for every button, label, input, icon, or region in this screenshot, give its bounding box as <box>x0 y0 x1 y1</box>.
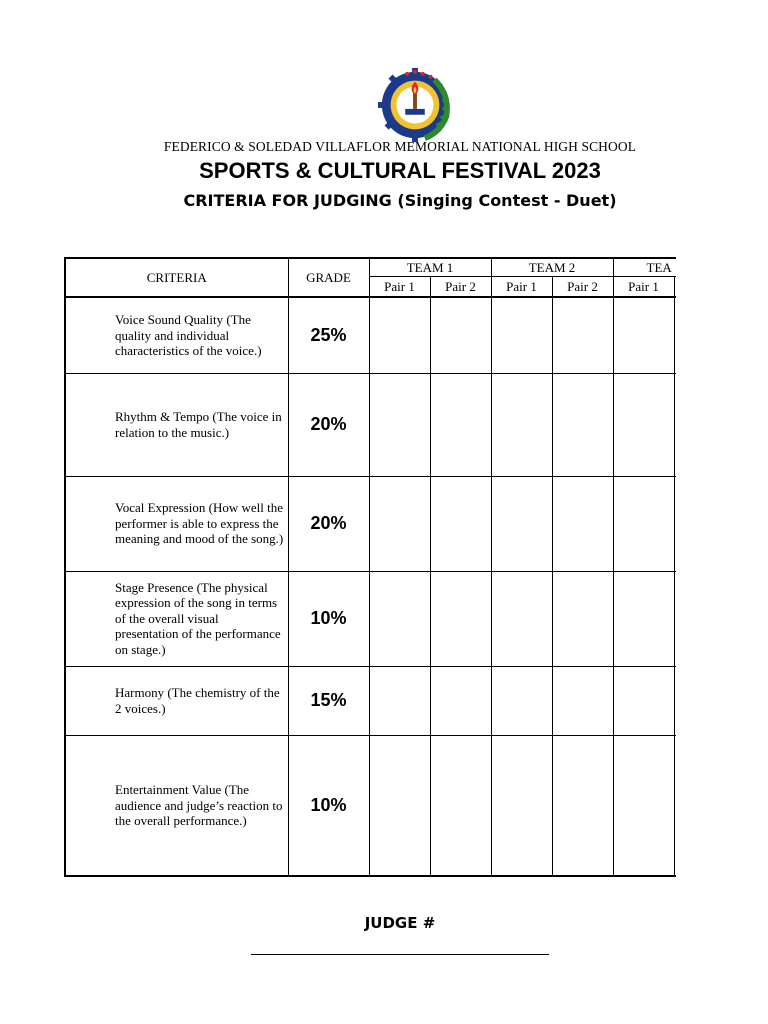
table-row <box>65 476 676 571</box>
table-row <box>65 571 676 666</box>
score-cell[interactable] <box>491 297 552 373</box>
score-cell[interactable] <box>430 666 491 735</box>
score-cell[interactable] <box>491 476 552 571</box>
score-cell[interactable] <box>613 476 674 571</box>
score-cell[interactable] <box>369 476 430 571</box>
score-cell[interactable] <box>369 666 430 735</box>
score-cell[interactable] <box>491 571 552 666</box>
header-team-2: TEAM 2 <box>491 258 613 277</box>
criteria-cell: Entertainment Value (The audience and judge’s reaction to the overall performance.) <box>65 735 288 876</box>
judging-table-container <box>64 257 676 879</box>
criteria-cell: Stage Presence (The physical expression of the song in terms of the overall visual presentation of the performance on stage.) <box>65 571 288 666</box>
criteria-cell: Harmony (The chemistry of the 2 voices.) <box>65 666 288 735</box>
header-pair: Pair 2 <box>430 277 491 297</box>
score-cell[interactable] <box>552 373 613 476</box>
score-cell[interactable] <box>369 297 430 373</box>
table-row <box>65 297 676 373</box>
judging-table <box>64 257 676 877</box>
table-row <box>65 373 676 476</box>
score-cell[interactable] <box>430 373 491 476</box>
score-cell[interactable] <box>674 735 676 876</box>
score-cell[interactable] <box>552 666 613 735</box>
grade-cell: 20% <box>288 373 369 476</box>
score-cell[interactable] <box>369 571 430 666</box>
school-name: FEDERICO & SOLEDAD VILLAFLOR MEMORIAL NATIONAL HIGH SCHOOL <box>163 139 637 154</box>
score-cell[interactable] <box>613 297 674 373</box>
header-team-1: TEAM 1 <box>369 258 491 277</box>
score-cell[interactable] <box>674 476 676 571</box>
score-cell[interactable] <box>552 476 613 571</box>
score-cell[interactable] <box>613 666 674 735</box>
header-pair-empty <box>674 277 676 297</box>
header-team-3: TEA <box>613 258 676 277</box>
score-cell[interactable] <box>430 476 491 571</box>
school-seal-logo <box>376 66 454 144</box>
score-cell[interactable] <box>552 735 613 876</box>
festival-title: SPORTS & CULTURAL FESTIVAL 2023 <box>199 158 601 183</box>
score-cell[interactable] <box>674 666 676 735</box>
score-cell[interactable] <box>369 735 430 876</box>
header-pair: Pair 2 <box>552 277 613 297</box>
score-cell[interactable] <box>552 297 613 373</box>
judge-label: JUDGE # <box>364 914 436 932</box>
criteria-title: CRITERIA FOR JUDGING (Singing Contest - Duet) <box>183 191 617 210</box>
score-cell[interactable] <box>613 373 674 476</box>
criteria-cell: Voice Sound Quality (The quality and individual characteristics of the voice.) <box>65 297 288 373</box>
header-pair: Pair 1 <box>491 277 552 297</box>
score-cell[interactable] <box>430 735 491 876</box>
criteria-cell: Vocal Expression (How well the performer is able to express the meaning and mood of the song.) <box>65 476 288 571</box>
score-cell[interactable] <box>430 297 491 373</box>
score-cell[interactable] <box>552 571 613 666</box>
score-cell[interactable] <box>491 666 552 735</box>
criteria-cell: Rhythm & Tempo (The voice in relation to the music.) <box>65 373 288 476</box>
score-cell[interactable] <box>674 373 676 476</box>
score-cell[interactable] <box>613 571 674 666</box>
score-cell[interactable] <box>674 571 676 666</box>
score-cell[interactable] <box>674 297 676 373</box>
header-pair: Pair 1 <box>613 277 674 297</box>
table-row <box>65 666 676 735</box>
grade-cell: 15% <box>288 666 369 735</box>
header-criteria: CRITERIA <box>65 258 288 297</box>
table-row <box>65 735 676 876</box>
score-cell[interactable] <box>430 571 491 666</box>
grade-cell: 20% <box>288 476 369 571</box>
header-grade: GRADE <box>288 258 369 297</box>
score-cell[interactable] <box>491 373 552 476</box>
judge-signature-line[interactable] <box>251 954 549 955</box>
grade-cell: 10% <box>288 571 369 666</box>
grade-cell: 10% <box>288 735 369 876</box>
grade-cell: 25% <box>288 297 369 373</box>
score-cell[interactable] <box>613 735 674 876</box>
score-cell[interactable] <box>491 735 552 876</box>
header-pair: Pair 1 <box>369 277 430 297</box>
score-cell[interactable] <box>369 373 430 476</box>
